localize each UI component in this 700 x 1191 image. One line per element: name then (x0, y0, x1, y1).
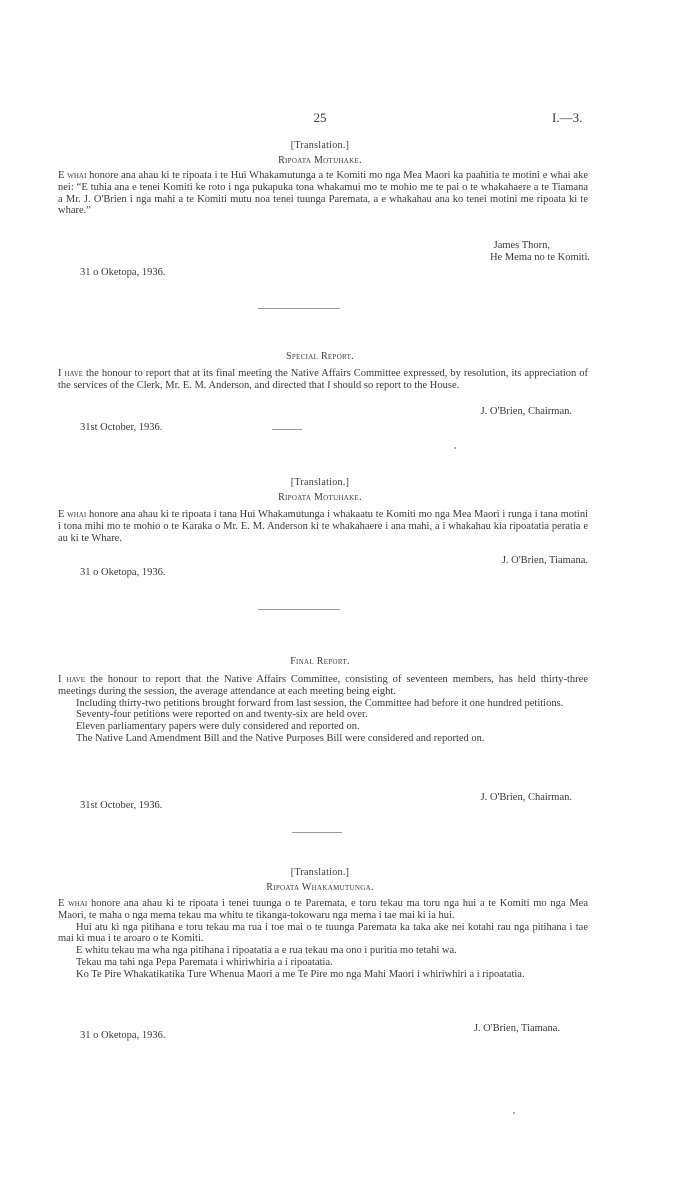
section-heading: Ripoata Motuhake. (278, 155, 362, 166)
section-heading: Ripoata Motuhake. (278, 492, 362, 503)
paragraph-line: Including thirty-two petitions brought forward from last session, the Committee had before it one hundred petitions. (76, 697, 564, 709)
paragraph-line: E whitu tekau ma wha nga pitihana i ripoatatia a e rua tekau ma ono i puritia mo tetahi wa. (76, 945, 457, 957)
translation-label: [Translation.] (290, 477, 350, 488)
opening-words: I have (58, 368, 84, 379)
paragraph (58, 509, 588, 544)
paragraph (58, 674, 588, 745)
translation-label: [Translation.] (290, 867, 350, 878)
paragraph-text: the honour to report that at its final meeting the Native Affairs Committee expressed, by resolution, its appreciation of the services of the Clerk, Mr. E. M. Anderson, and directed that I should so report to the House. (58, 368, 588, 391)
date: 31st October, 1936. (80, 422, 163, 433)
date: 31 o Oketopa, 1936. (80, 1030, 166, 1041)
speck (513, 1112, 515, 1114)
section-heading: Special Report. (286, 351, 354, 362)
paragraph-line: Tekau ma tahi nga Pepa Paremata i whiriwhiria a i ripoatatia. (76, 956, 333, 968)
date: 31 o Oketopa, 1936. (80, 267, 166, 278)
opening-words: I have (58, 674, 85, 685)
paragraph-text: honore ana ahau ki te ripoata i tenei tuunga o te Paremata, e toru tekau ma toru nga hui a te Komiti mo nga Mea Maori, te maha o nga mema tekau ma whitu te tikanga-tokowaru nga mema i tae mai ki ia hui. (58, 898, 589, 921)
divider-rule (272, 429, 302, 430)
divider-rule (292, 832, 342, 833)
paragraph (58, 898, 588, 981)
signature: J. O'Brien, Tiamana. (501, 555, 588, 566)
paragraph (58, 170, 588, 217)
paragraph-line: Hui atu ki nga pitihana e toru tekau ma rua i toe mai o te tuunga Paremata ka taka ake nei kotahi rau nga pitihana i tae mai ki mua i te aroaro o te Komiti. (58, 921, 588, 945)
opening-words: E whai (58, 898, 88, 909)
section-heading: Final Report. (290, 656, 350, 667)
translation-label: [Translation.] (290, 140, 350, 151)
paragraph-line: Ko Te Pire Whakatikatika Ture Whenua Maori a me Te Pire mo nga Mahi Maori i whiriwhiri a i ripoatatia. (76, 968, 525, 980)
divider-rule (258, 609, 340, 610)
signature: J. O'Brien, Chairman. (480, 406, 572, 417)
opening-words: E whai (58, 170, 87, 181)
section-heading: Ripoata Whakamutunga. (266, 882, 374, 893)
page-number: 25 (313, 110, 327, 125)
paragraph-line: Eleven parliamentary papers were duly considered and reported on. (76, 721, 360, 733)
paragraph-text: the honour to report that the Native Affairs Committee, consisting of seventeen members, has held thirty-three meetings during the session, the average attendance at each meeting being eight. (58, 674, 588, 697)
signature: J. O'Brien, Chairman. (480, 792, 572, 803)
paragraph-line: The Native Land Amendment Bill and the Native Purposes Bill were considered and reported on. (76, 732, 485, 744)
speck (454, 447, 456, 449)
signatory-name: James Thorn, (493, 240, 550, 251)
signatory-role: He Mema no te Komiti. (489, 252, 590, 263)
opening-words: E whai (58, 509, 87, 520)
paragraph-text: honore ana ahau ki te ripoata i tana Hui Whakamutunga i whakaatu te Komiti mo nga Mea Maori i runga i tana motini i tona mihi mo te mohio o te Karaka o Mr. E. M. Anderson ki te whakahaere i ana mahi, a i whakahau kia ripoatatia peratia e au ki te Whare. (58, 509, 588, 544)
date: 31st October, 1936. (80, 800, 163, 811)
date: 31 o Oketopa, 1936. (80, 567, 166, 578)
paragraph (58, 368, 588, 392)
paragraph-line: Seventy-four petitions were reported on and twenty-six are held over. (76, 709, 368, 721)
signature: J. O'Brien, Tiamana. (473, 1023, 560, 1034)
page-reference: I.—3. (552, 110, 583, 125)
divider-rule (258, 308, 340, 309)
paragraph-text: honore ana ahau ki te ripoata i te Hui Whakamutunga a te Komiti mo nga Mea Maori ka paahitia te motini e whai ake nei: “E tuhia ana e tenei Komiti ke roto i nga pukapuka tona whakamui mo te mohio me te pai o te whakahaere a te Tiamana a Mr. J. O'Brien i nga mahi a te Komiti mutu noa tenei tuunga Paremata, a e whakahau ana ko tenei motini me ripoata ki te whare.” (58, 170, 589, 217)
